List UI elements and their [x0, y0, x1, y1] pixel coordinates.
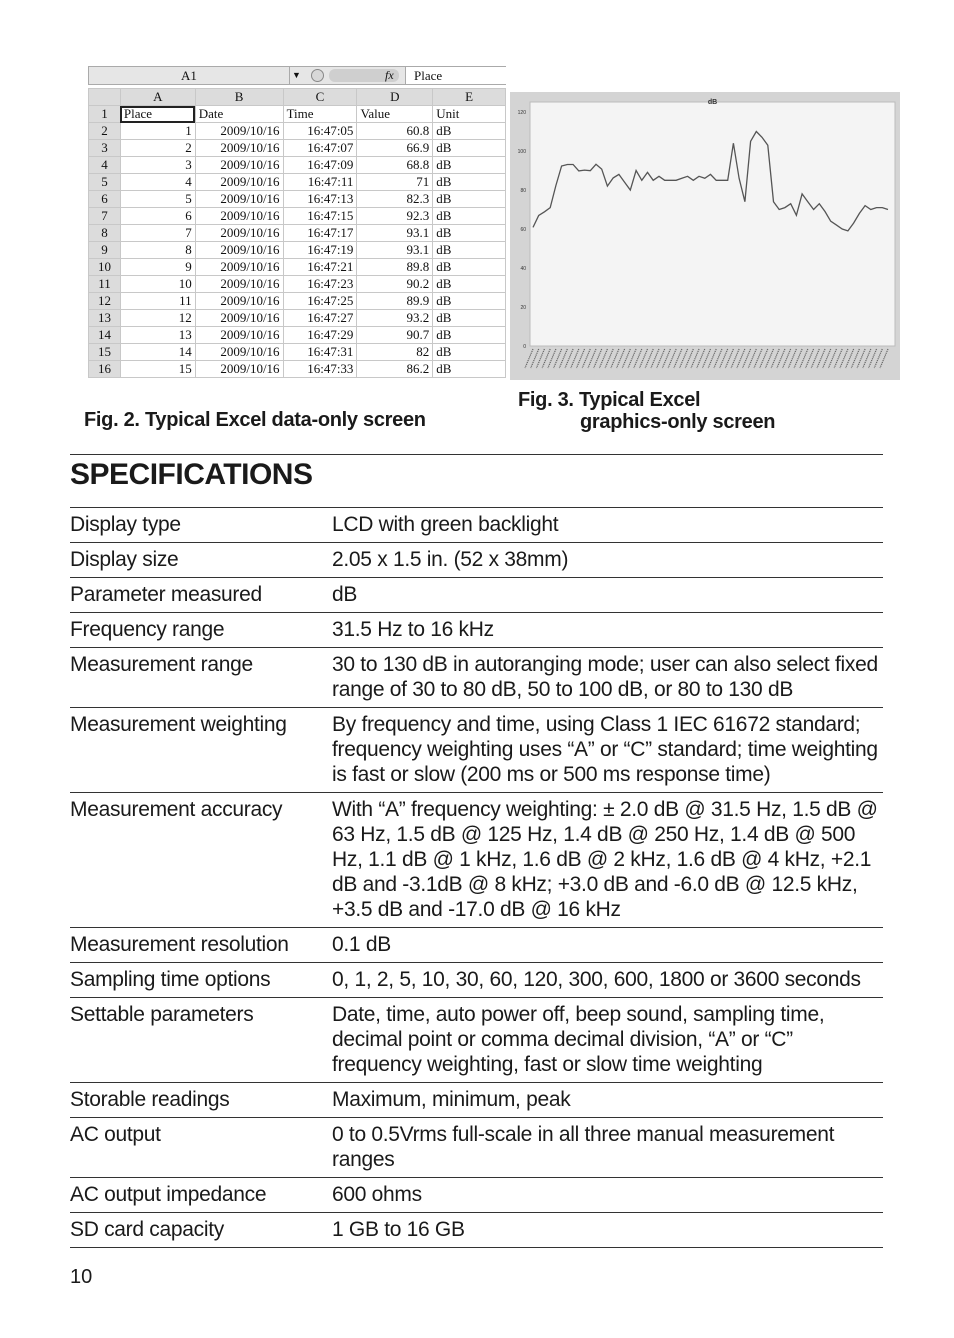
header-cell[interactable]: Unit [433, 106, 506, 123]
cell-place[interactable]: 4 [120, 174, 195, 191]
cell-place[interactable]: 10 [120, 276, 195, 293]
cell-value[interactable]: 90.7 [357, 327, 433, 344]
spec-key: Measurement resolution [70, 928, 332, 963]
cell-date[interactable]: 2009/10/16 [195, 276, 283, 293]
table-row [89, 208, 506, 225]
cell-value[interactable]: 68.8 [357, 157, 433, 174]
table-row [89, 344, 506, 361]
spec-value: 600 ohms [332, 1178, 883, 1213]
row-header[interactable]: 6 [89, 191, 121, 208]
spec-key: AC output [70, 1118, 332, 1178]
spec-row [70, 543, 883, 578]
cell-date[interactable]: 2009/10/16 [195, 259, 283, 276]
spec-row [70, 793, 883, 928]
table-row [89, 174, 506, 191]
spec-key: Measurement accuracy [70, 793, 332, 928]
fig3-caption-line2: graphics-only screen [580, 411, 776, 433]
cell-date[interactable]: 2009/10/16 [195, 225, 283, 242]
table-row [89, 310, 506, 327]
cell-time[interactable]: 16:47:29 [283, 327, 357, 344]
spec-value: By frequency and time, using Class 1 IEC 61672 standard; frequency weighting uses “A” or “C” standard; time weighting is fast or slow (200 ms or 500 ms response time) [332, 708, 883, 793]
spec-key: AC output impedance [70, 1178, 332, 1213]
cell-unit[interactable]: dB [433, 327, 506, 344]
select-all-corner[interactable] [89, 89, 121, 106]
fig3-caption-line1: Fig. 3. Typical Excel [518, 389, 701, 411]
cell-place[interactable]: 7 [120, 225, 195, 242]
cell-place[interactable]: 12 [120, 310, 195, 327]
column-header[interactable]: D [357, 89, 433, 106]
line-chart [510, 92, 900, 380]
spec-row [70, 613, 883, 648]
cell-time[interactable]: 16:47:21 [283, 259, 357, 276]
table-row [89, 191, 506, 208]
spec-row [70, 508, 883, 543]
y-tick-label: 0 [523, 344, 526, 350]
cell-value[interactable]: 66.9 [357, 140, 433, 157]
cell-time[interactable]: 16:47:05 [283, 123, 357, 140]
spec-key: Sampling time options [70, 963, 332, 998]
spec-row [70, 578, 883, 613]
y-tick-label: 60 [520, 227, 526, 233]
row-header[interactable]: 1 [89, 106, 121, 123]
column-header[interactable]: C [283, 89, 357, 106]
cell-unit[interactable]: dB [433, 157, 506, 174]
table-row [89, 276, 506, 293]
column-header[interactable]: B [195, 89, 283, 106]
cell-time[interactable]: 16:47:09 [283, 157, 357, 174]
spec-value: 30 to 130 dB in autoranging mode; user can also select fixed range of 30 to 80 dB, 50 to 100 dB, or 80 to 130 dB [332, 648, 883, 708]
cell-date[interactable]: 2009/10/16 [195, 123, 283, 140]
row-header[interactable]: 5 [89, 174, 121, 191]
cell-place[interactable]: 13 [120, 327, 195, 344]
cell-time[interactable]: 16:47:23 [283, 276, 357, 293]
cell-unit[interactable]: dB [433, 361, 506, 378]
row-header[interactable]: 13 [89, 310, 121, 327]
page-number: 10 [70, 1266, 93, 1288]
table-row [89, 157, 506, 174]
cell-value[interactable]: 92.3 [357, 208, 433, 225]
cell-time[interactable]: 16:47:15 [283, 208, 357, 225]
row-header[interactable]: 3 [89, 140, 121, 157]
excel-chart-screenshot [510, 92, 900, 380]
x-tick-label [525, 349, 533, 368]
cell-time[interactable]: 16:47:19 [283, 242, 357, 259]
specifications-table [70, 507, 883, 1248]
spec-value: 31.5 Hz to 16 kHz [332, 613, 883, 648]
cell-time[interactable]: 16:47:07 [283, 140, 357, 157]
name-box: A1 [89, 67, 290, 84]
spec-row [70, 1213, 883, 1248]
selected-cell[interactable]: Place [120, 106, 195, 123]
spec-value: 0.1 dB [332, 928, 883, 963]
spreadsheet-grid [88, 88, 506, 378]
spec-value: 0, 1, 2, 5, 10, 30, 60, 120, 300, 600, 1800 or 3600 seconds [332, 963, 883, 998]
cell-unit[interactable]: dB [433, 225, 506, 242]
y-tick-label: 120 [517, 110, 526, 116]
cell-time[interactable]: 16:47:25 [283, 293, 357, 310]
cell-value[interactable]: 89.8 [357, 259, 433, 276]
cell-date[interactable]: 2009/10/16 [195, 140, 283, 157]
table-row [89, 361, 506, 378]
spec-key: Measurement range [70, 648, 332, 708]
row-header[interactable]: 16 [89, 361, 121, 378]
spec-key: Display size [70, 543, 332, 578]
table-row [89, 123, 506, 140]
spec-value: LCD with green backlight [332, 508, 883, 543]
cell-place[interactable]: 3 [120, 157, 195, 174]
spec-value: 1 GB to 16 GB [332, 1213, 883, 1248]
y-tick-label: 100 [517, 149, 526, 155]
header-cell[interactable]: Time [283, 106, 357, 123]
row-header[interactable]: 15 [89, 344, 121, 361]
table-row [89, 327, 506, 344]
header-cell[interactable]: Value [357, 106, 433, 123]
cell-value[interactable]: 90.2 [357, 276, 433, 293]
cell-unit[interactable]: dB [433, 242, 506, 259]
cell-value[interactable]: 89.9 [357, 293, 433, 310]
cell-value[interactable]: 93.1 [357, 242, 433, 259]
table-row [89, 242, 506, 259]
cell-date[interactable]: 2009/10/16 [195, 157, 283, 174]
formula-bar [88, 66, 506, 85]
row-header[interactable]: 11 [89, 276, 121, 293]
row-header[interactable]: 12 [89, 293, 121, 310]
cell-time[interactable]: 16:47:17 [283, 225, 357, 242]
cell-date[interactable]: 2009/10/16 [195, 293, 283, 310]
cell-value[interactable]: 82 [357, 344, 433, 361]
cell-place[interactable]: 6 [120, 208, 195, 225]
spec-value: Maximum, minimum, peak [332, 1083, 883, 1118]
cell-value[interactable]: 82.3 [357, 191, 433, 208]
cell-date[interactable]: 2009/10/16 [195, 174, 283, 191]
formula-value: Place [405, 67, 514, 84]
cell-place[interactable]: 15 [120, 361, 195, 378]
cell-value[interactable]: 60.8 [357, 123, 433, 140]
chevron-down-icon: ▼ [292, 70, 301, 80]
spec-key: Storable readings [70, 1083, 332, 1118]
spec-row [70, 1118, 883, 1178]
table-row [89, 293, 506, 310]
cell-value[interactable]: 93.2 [357, 310, 433, 327]
cell-place[interactable]: 5 [120, 191, 195, 208]
cell-unit[interactable]: dB [433, 344, 506, 361]
cell-date[interactable]: 2009/10/16 [195, 361, 283, 378]
spec-key: Parameter measured [70, 578, 332, 613]
cell-value[interactable]: 86.2 [357, 361, 433, 378]
cell-value[interactable]: 93.1 [357, 225, 433, 242]
cell-unit[interactable]: dB [433, 140, 506, 157]
excel-data-screenshot [88, 66, 506, 394]
section-rule [70, 454, 883, 455]
cell-place[interactable]: 1 [120, 123, 195, 140]
table-row [89, 140, 506, 157]
cell-unit[interactable]: dB [433, 293, 506, 310]
plot-area [530, 102, 895, 346]
spec-value: Date, time, auto power off, beep sound, sampling time, decimal point or comma decimal division, “A” or “C” frequency weighting, fast or slow time weighting [332, 998, 883, 1083]
spec-row [70, 963, 883, 998]
spec-key: Frequency range [70, 613, 332, 648]
column-header-row [89, 89, 506, 106]
cell-unit[interactable]: dB [433, 276, 506, 293]
y-tick-label: 80 [520, 188, 526, 194]
row-header[interactable]: 7 [89, 208, 121, 225]
row-header[interactable]: 8 [89, 225, 121, 242]
spec-value: dB [332, 578, 883, 613]
row-header[interactable]: 4 [89, 157, 121, 174]
spec-key: Display type [70, 508, 332, 543]
spec-row [70, 648, 883, 708]
cell-unit[interactable]: dB [433, 208, 506, 225]
cell-place[interactable]: 8 [120, 242, 195, 259]
cell-place[interactable]: 14 [120, 344, 195, 361]
cell-time[interactable]: 16:47:31 [283, 344, 357, 361]
cell-date[interactable]: 2009/10/16 [195, 327, 283, 344]
table-row [89, 225, 506, 242]
y-tick-label: 40 [520, 266, 526, 272]
cell-place[interactable]: 9 [120, 259, 195, 276]
cell-unit[interactable]: dB [433, 310, 506, 327]
header-cell[interactable]: Date [195, 106, 283, 123]
spec-key: Settable parameters [70, 998, 332, 1083]
chart-title: dB [707, 99, 718, 106]
cell-date[interactable]: 2009/10/16 [195, 310, 283, 327]
spreadsheet-body [89, 106, 506, 378]
spec-row [70, 1178, 883, 1213]
row-header[interactable]: 14 [89, 327, 121, 344]
spec-key: SD card capacity [70, 1213, 332, 1248]
cell-time[interactable]: 16:47:13 [283, 191, 357, 208]
cell-time[interactable]: 16:47:33 [283, 361, 357, 378]
column-header[interactable]: E [433, 89, 506, 106]
spec-value: 2.05 x 1.5 in. (52 x 38mm) [332, 543, 883, 578]
table-row [89, 259, 506, 276]
cell-unit[interactable]: dB [433, 259, 506, 276]
row-header[interactable]: 2 [89, 123, 121, 140]
cell-place[interactable]: 11 [120, 293, 195, 310]
fig2-caption: Fig. 2. Typical Excel data-only screen [84, 409, 426, 431]
cell-value[interactable]: 71 [357, 174, 433, 191]
spec-row [70, 1083, 883, 1118]
row-header[interactable]: 9 [89, 242, 121, 259]
column-header[interactable]: A [120, 89, 195, 106]
spec-key: Measurement weighting [70, 708, 332, 793]
fx-icon: fx [385, 68, 394, 82]
spec-value: With “A” frequency weighting: ± 2.0 dB @ 31.5 Hz, 1.5 dB @ 63 Hz, 1.5 dB @ 125 Hz, 1.4 dB @ 250 Hz, 1.4 dB @ 500 Hz, 1.1 dB @ 1 kHz, 1.6 dB @ 2 kHz, 1.6 dB @ 4 kHz, +2.1 dB and -3.1dB @ 8 kHz; +3.0 dB and -6.0 dB @ 12.5 kHz, +3.5 dB and -17.0 dB @ 16 kHz [332, 793, 883, 928]
cell-date[interactable]: 2009/10/16 [195, 242, 283, 259]
table-row [89, 106, 506, 123]
cell-unit[interactable]: dB [433, 191, 506, 208]
cell-time[interactable]: 16:47:11 [283, 174, 357, 191]
cell-place[interactable]: 2 [120, 140, 195, 157]
spec-value: 0 to 0.5Vrms full-scale in all three manual measurement ranges [332, 1118, 883, 1178]
cell-date[interactable]: 2009/10/16 [195, 344, 283, 361]
spec-row [70, 708, 883, 793]
row-header[interactable]: 10 [89, 259, 121, 276]
cell-unit[interactable]: dB [433, 123, 506, 140]
y-tick-label: 20 [520, 305, 526, 311]
cancel-circle-icon [311, 69, 324, 82]
section-title: SPECIFICATIONS [70, 458, 313, 491]
cell-date[interactable]: 2009/10/16 [195, 208, 283, 225]
cell-date[interactable]: 2009/10/16 [195, 191, 283, 208]
cell-time[interactable]: 16:47:27 [283, 310, 357, 327]
cell-unit[interactable]: dB [433, 174, 506, 191]
spec-row [70, 928, 883, 963]
spec-row [70, 998, 883, 1083]
